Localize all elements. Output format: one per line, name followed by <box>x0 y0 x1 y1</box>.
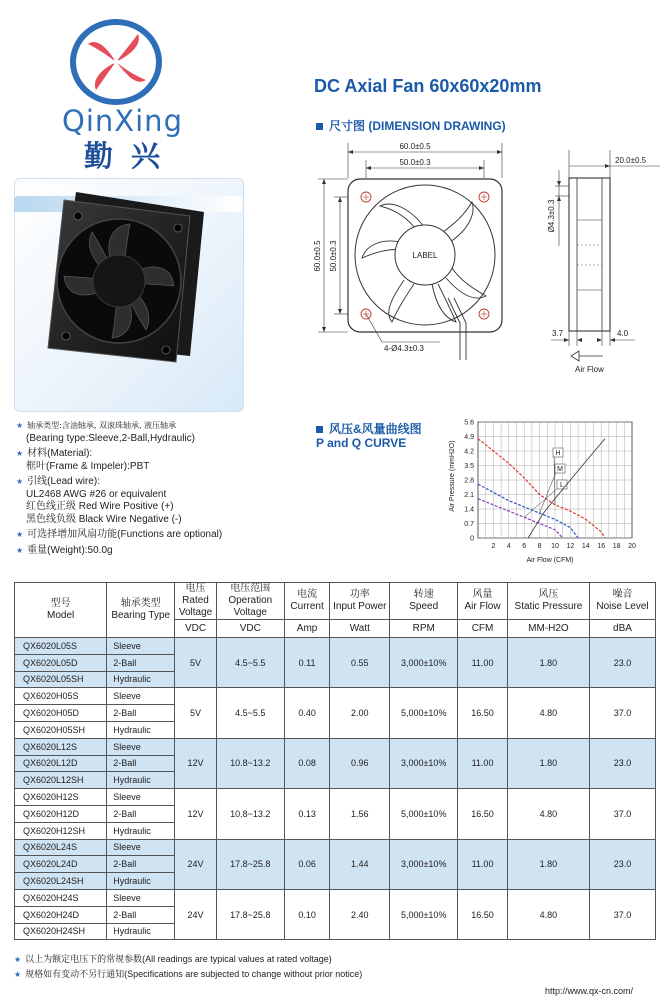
pq-heading-en: P and Q CURVE <box>316 436 407 450</box>
table-row <box>15 638 656 655</box>
dimension-heading: 尺寸图 (DIMENSION DRAWING) <box>316 117 506 134</box>
bearing-cell: 2-Ball <box>107 705 175 722</box>
range-cell: 10.8~13.2 <box>216 789 284 839</box>
speed-cell: 3,000±10% <box>390 839 458 889</box>
voltage-cell: 24V <box>175 839 217 889</box>
power-cell: 2.00 <box>330 688 390 738</box>
noise-cell: 23.0 <box>590 839 656 889</box>
dim-flange-right: 4.0 <box>617 329 629 338</box>
current-cell: 0.10 <box>284 889 330 939</box>
spec-weight: ★ 重量(Weight):50.0g <box>16 544 113 556</box>
voltage-cell: 5V <box>175 688 217 738</box>
pressure-cell: 1.80 <box>507 638 589 688</box>
column-header: 风量 Air Flow <box>458 583 508 620</box>
bearing-cell: 2-Ball <box>107 755 175 772</box>
x-tick-label: 12 <box>566 543 575 550</box>
x-tick-label: 2 <box>491 543 496 550</box>
spec-material: ★ 材料(Material): 框叶(Frame & Impeler):PBT <box>16 448 150 472</box>
brand-name: QinXing <box>62 104 183 138</box>
star-bullet-icon: ★ <box>14 970 22 979</box>
flow-cell: 16.50 <box>458 789 508 839</box>
noise-cell: 37.0 <box>590 889 656 939</box>
dim-holes: 4-Ø4.3±0.3 <box>384 344 424 353</box>
speed-cell: 3,000±10% <box>390 738 458 788</box>
table-row <box>15 889 656 906</box>
table-row <box>15 789 656 806</box>
website-url: http://www.qx-cn.com/ <box>545 986 634 996</box>
model-cell: QX6020L24D <box>15 856 107 873</box>
bearing-cell: Hydraulic <box>107 923 175 940</box>
range-cell: 17.8~25.8 <box>216 889 284 939</box>
pq-curve-chart <box>444 414 650 566</box>
column-header: 噪音 Noise Level <box>590 583 656 620</box>
noise-cell: 37.0 <box>590 688 656 738</box>
y-tick-label: 2.1 <box>464 492 474 499</box>
range-cell: 10.8~13.2 <box>216 738 284 788</box>
bearing-cell: Sleeve <box>107 638 175 655</box>
column-header: 型号 Model <box>15 583 107 638</box>
speed-cell: 3,000±10% <box>390 638 458 688</box>
model-cell: QX6020H24S <box>15 889 107 906</box>
unit-cell: Amp <box>284 620 330 638</box>
model-cell: QX6020H24D <box>15 906 107 923</box>
x-tick-label: 4 <box>506 543 511 550</box>
column-header: 轴承类型 Bearing Type <box>107 583 175 638</box>
y-tick-label: 1.4 <box>464 506 474 514</box>
current-cell: 0.40 <box>284 688 330 738</box>
model-cell: QX6020L12SH <box>15 772 107 789</box>
unit-cell: VDC <box>175 620 217 638</box>
bullet-square-icon <box>316 426 323 433</box>
bearing-cell: Hydraulic <box>107 772 175 789</box>
unit-cell: dBA <box>590 620 656 638</box>
flow-cell: 11.00 <box>458 638 508 688</box>
model-cell: QX6020H05D <box>15 705 107 722</box>
flow-cell: 16.50 <box>458 889 508 939</box>
x-tick-label: 16 <box>597 543 606 550</box>
bearing-cell: Hydraulic <box>107 822 175 839</box>
model-cell: QX6020H12S <box>15 789 107 806</box>
pq-heading: 风压&风量曲线图 <box>316 420 422 437</box>
dim-inner-height: 50.0±0.3 <box>329 240 338 272</box>
dim-inner-width: 50.0±0.3 <box>399 158 431 167</box>
speed-cell: 5,000±10% <box>390 688 458 738</box>
table-header-row <box>15 583 656 620</box>
y-tick-label: 4.9 <box>464 434 474 441</box>
star-bullet-icon: ★ <box>16 530 24 539</box>
bearing-cell: 2-Ball <box>107 805 175 822</box>
page-title: DC Axial Fan 60x60x20mm <box>314 76 542 96</box>
note-item: ★ 规格如有变动不另行通知(Specifications are subjected to change without prior notice) <box>14 969 363 979</box>
power-cell: 1.56 <box>330 789 390 839</box>
power-cell: 2.40 <box>330 889 390 939</box>
current-cell: 0.11 <box>284 638 330 688</box>
dim-label: LABEL <box>412 251 438 260</box>
model-cell: QX6020L05S <box>15 638 107 655</box>
bearing-cell: Sleeve <box>107 889 175 906</box>
model-cell: QX6020H24SH <box>15 923 107 940</box>
unit-cell: MM-H2O <box>507 620 589 638</box>
bearing-cell: Sleeve <box>107 839 175 856</box>
x-tick-label: 18 <box>612 543 621 550</box>
spec-table <box>14 582 656 940</box>
speed-cell: 5,000±10% <box>390 889 458 939</box>
bullet-square-icon <box>316 123 323 130</box>
dim-outer-height: 60.0±0.5 <box>313 240 322 272</box>
column-header: 功率 Input Power <box>330 583 390 620</box>
star-bullet-icon: ★ <box>16 545 24 555</box>
table-row <box>15 688 656 705</box>
spec-lead-wire: ★ 引线(Lead wire): UL2468 AWG #26 or equivalent 红色线正级 Red Wire Positive (+) 黑色线负级 Black Wire Negative (-) <box>16 476 182 525</box>
y-tick-label: 5.6 <box>464 419 474 427</box>
unit-cell: CFM <box>458 620 508 638</box>
voltage-cell: 5V <box>175 638 217 688</box>
unit-cell: RPM <box>390 620 458 638</box>
model-cell: QX6020L24SH <box>15 873 107 890</box>
power-cell: 1.44 <box>330 839 390 889</box>
column-header: 电压范围 Operation Voltage <box>216 583 284 620</box>
y-tick-label: 4.2 <box>464 448 474 456</box>
unit-cell: VDC <box>216 620 284 638</box>
model-cell: QX6020L05D <box>15 654 107 671</box>
bearing-cell: 2-Ball <box>107 654 175 671</box>
star-bullet-icon: ★ <box>14 955 22 964</box>
bearing-cell: Hydraulic <box>107 721 175 738</box>
dim-depth: 20.0±0.5 <box>615 156 647 165</box>
fan-product-photo <box>40 186 210 376</box>
speed-cell: 5,000±10% <box>390 789 458 839</box>
pressure-cell: 1.80 <box>507 839 589 889</box>
range-cell: 17.8~25.8 <box>216 839 284 889</box>
bearing-cell: 2-Ball <box>107 906 175 923</box>
notes <box>14 952 362 982</box>
dimension-drawing-side <box>535 150 665 380</box>
air-flow-label: Air Flow <box>575 365 604 374</box>
flow-cell: 11.00 <box>458 839 508 889</box>
dimension-drawing-front <box>300 138 515 360</box>
current-cell: 0.06 <box>284 839 330 889</box>
y-tick-label: 3.5 <box>464 463 474 470</box>
star-bullet-icon: ★ <box>16 421 24 430</box>
x-tick-label: 20 <box>628 543 636 550</box>
model-cell: QX6020L05SH <box>15 671 107 688</box>
noise-cell: 37.0 <box>590 789 656 839</box>
pq-xlabel: Air Flow (CFM) <box>526 557 574 564</box>
voltage-cell: 12V <box>175 738 217 788</box>
x-tick-label: 10 <box>551 543 559 550</box>
power-cell: 0.96 <box>330 738 390 788</box>
star-bullet-icon: ★ <box>16 449 24 458</box>
dim-hole-dia: Ø4.3±0.3 <box>547 199 556 233</box>
series-label: M <box>557 466 563 473</box>
series-label: H <box>555 450 561 457</box>
power-cell: 0.55 <box>330 638 390 688</box>
x-tick-label: 6 <box>522 543 527 550</box>
series-label: L <box>560 482 564 489</box>
x-tick-label: 8 <box>537 543 542 550</box>
pq-ylabel: Air Pressure (mmH2O) <box>449 440 456 512</box>
bearing-cell: Hydraulic <box>107 671 175 688</box>
noise-cell: 23.0 <box>590 638 656 688</box>
y-tick-label: 0.7 <box>464 521 474 528</box>
pressure-cell: 4.80 <box>507 889 589 939</box>
flow-cell: 16.50 <box>458 688 508 738</box>
y-tick-label: 2.8 <box>464 477 474 485</box>
voltage-cell: 12V <box>175 789 217 839</box>
brand-logo <box>66 16 166 108</box>
column-header: 电流 Current <box>284 583 330 620</box>
model-cell: QX6020L12D <box>15 755 107 772</box>
model-cell: QX6020L12S <box>15 738 107 755</box>
bearing-cell: Sleeve <box>107 688 175 705</box>
pressure-cell: 1.80 <box>507 738 589 788</box>
pressure-cell: 4.80 <box>507 688 589 738</box>
brand-name-cn: 勤兴 <box>84 139 179 173</box>
current-cell: 0.08 <box>284 738 330 788</box>
bearing-cell: Sleeve <box>107 738 175 755</box>
model-cell: QX6020H12SH <box>15 822 107 839</box>
flow-cell: 11.00 <box>458 738 508 788</box>
voltage-cell: 24V <box>175 889 217 939</box>
x-tick-label: 14 <box>581 543 590 550</box>
column-header: 转速 Speed <box>390 583 458 620</box>
model-cell: QX6020H12D <box>15 805 107 822</box>
star-bullet-icon: ★ <box>16 477 24 486</box>
range-cell: 4.5~5.5 <box>216 688 284 738</box>
dim-outer-width: 60.0±0.5 <box>399 142 431 151</box>
current-cell: 0.13 <box>284 789 330 839</box>
bearing-cell: 2-Ball <box>107 856 175 873</box>
y-tick-label: 0 <box>470 535 474 543</box>
table-row <box>15 839 656 856</box>
column-header: 风压 Static Pressure <box>507 583 589 620</box>
model-cell: QX6020H05SH <box>15 721 107 738</box>
model-cell: QX6020L24S <box>15 839 107 856</box>
spec-bearing: ★ 轴承类型:含油轴承, 双滚珠轴承, 液压轴承 (Bearing type:Sleeve,2-Ball,Hydraulic) <box>16 421 195 444</box>
noise-cell: 23.0 <box>590 738 656 788</box>
column-header: 电压 Rated Voltage <box>175 583 217 620</box>
range-cell: 4.5~5.5 <box>216 638 284 688</box>
spec-functions: ★ 可选择增加风扇功能(Functions are optional) <box>16 529 223 540</box>
specs-list <box>16 420 256 560</box>
dim-flange-left: 3.7 <box>552 329 564 338</box>
pressure-cell: 4.80 <box>507 789 589 839</box>
bearing-cell: Hydraulic <box>107 873 175 890</box>
unit-cell: Watt <box>330 620 390 638</box>
bearing-cell: Sleeve <box>107 789 175 806</box>
model-cell: QX6020H05S <box>15 688 107 705</box>
table-row <box>15 738 656 755</box>
note-item: ★ 以上为额定电压下的常规参数(All readings are typical values at rated voltage) <box>14 954 332 964</box>
